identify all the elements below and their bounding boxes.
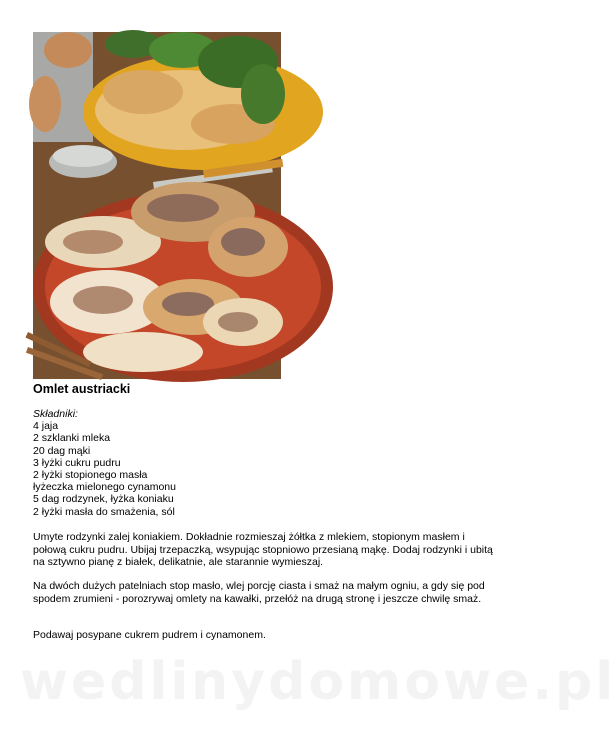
instructions-paragraph-2: Na dwóch dużych patelniach stop masło, wlej porcję ciasta i smaż na małym ogniu, a gdy się pod spodem zrumieni - porozrywaj omlety na kawałki, przełóż na drugą stronę i jeszcze chwilę smaż.	[33, 580, 485, 605]
ingredient-item: 20 dag mąki	[33, 444, 91, 457]
watermark: wedlinydomowe.pl	[20, 652, 616, 712]
instructions-paragraph-3: Podawaj posypane cukrem pudrem i cynamonem.	[33, 629, 266, 641]
ingredients-list	[33, 420, 176, 518]
ingredient-item: 3 łyżki cukru pudru	[33, 456, 121, 469]
instructions-paragraph-1: Umyte rodzynki zalej koniakiem. Dokładnie rozmieszaj żółtka z mlekiem, stopionym masłem i połową cukru pudru. Ubijaj trzepaczką, wsypując stopniowo przesianą mąkę. Dodaj rodzynki i ubitą na sztywno pianę z białek, delikatnie, ale starannie wymieszaj.	[33, 531, 493, 569]
ingredients-label: Składniki:	[33, 408, 78, 420]
ingredients-section	[33, 408, 176, 518]
ingredient-item: 5 dag rodzynek, łyżka koniaku	[33, 493, 174, 506]
ingredient-item: 2 szklanki mleka	[33, 432, 111, 445]
ingredient-item: łyżeczka mielonego cynamonu	[33, 481, 176, 494]
ingredient-item: 4 jaja	[33, 420, 59, 433]
ingredient-item: 2 łyżki masła do smażenia, sól	[33, 505, 175, 518]
recipe-title: Omlet austriacki	[33, 382, 131, 396]
ingredient-item: 2 łyżki stopionego masła	[33, 469, 148, 482]
recipe-photo	[33, 32, 281, 379]
omelette-illustration	[33, 32, 281, 379]
